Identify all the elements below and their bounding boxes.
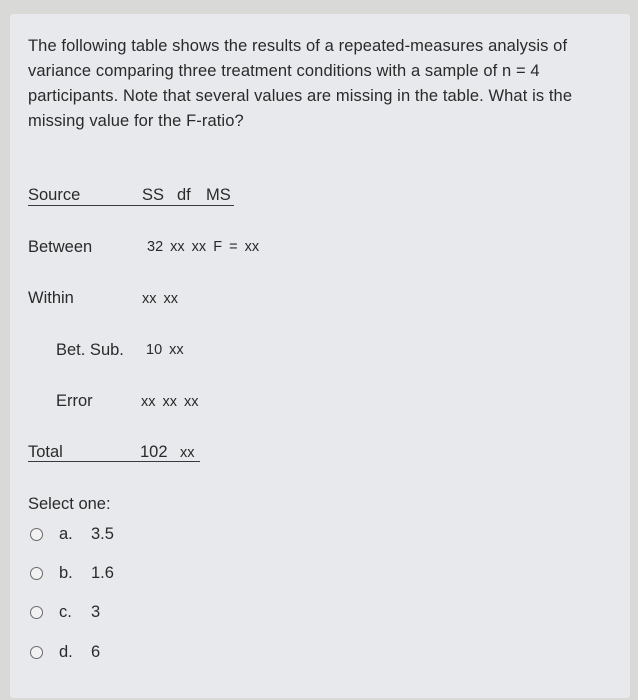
row-between-values: 32 xx xx F = xx [147, 239, 260, 255]
option-value: 6 [91, 642, 101, 661]
header-source: Source [28, 186, 81, 204]
option-letter: b. [59, 563, 73, 582]
row-within-values: xx xx [142, 291, 179, 307]
option-a[interactable] [30, 522, 114, 546]
question-line: participants. Note that several values are missing in the table. What is the [28, 87, 573, 105]
row-total-ss: 102 [140, 443, 168, 461]
row-error-label: Error [56, 392, 93, 410]
question-text [28, 34, 613, 134]
option-letter: c. [59, 602, 72, 621]
row-total-label: Total [28, 443, 63, 461]
row-betsub-values: 10 xx [146, 342, 184, 358]
header-ss: SS [142, 186, 165, 204]
option-value: 3.5 [91, 524, 114, 543]
row-error-values: xx xx xx [141, 394, 199, 410]
question-line: missing value for the F-ratio? [28, 112, 244, 130]
option-letter: a. [59, 524, 73, 543]
question-line: variance comparing three treatment conditions with a sample of n = 4 [28, 62, 540, 80]
option-b[interactable] [30, 561, 114, 585]
radio-button[interactable] [30, 646, 43, 659]
option-letter: d. [59, 642, 73, 661]
option-c[interactable] [30, 600, 100, 624]
row-between-label: Between [28, 238, 93, 256]
radio-button[interactable] [30, 528, 43, 541]
header-ms: MS [206, 186, 231, 204]
option-value: 1.6 [91, 563, 114, 582]
row-within-label: Within [28, 289, 74, 307]
option-d[interactable] [30, 640, 100, 664]
question-line: The following table shows the results of a repeated-measures analysis of [28, 37, 568, 55]
radio-button[interactable] [30, 567, 43, 580]
header-df: df [177, 186, 191, 204]
row-betsub-label: Bet. Sub. [56, 341, 124, 359]
select-one-prompt: Select one: [28, 495, 111, 513]
option-value: 3 [91, 602, 101, 621]
header-underline [28, 205, 234, 206]
total-underline [28, 461, 200, 462]
row-total-df: xx [180, 445, 195, 461]
radio-button[interactable] [30, 606, 43, 619]
